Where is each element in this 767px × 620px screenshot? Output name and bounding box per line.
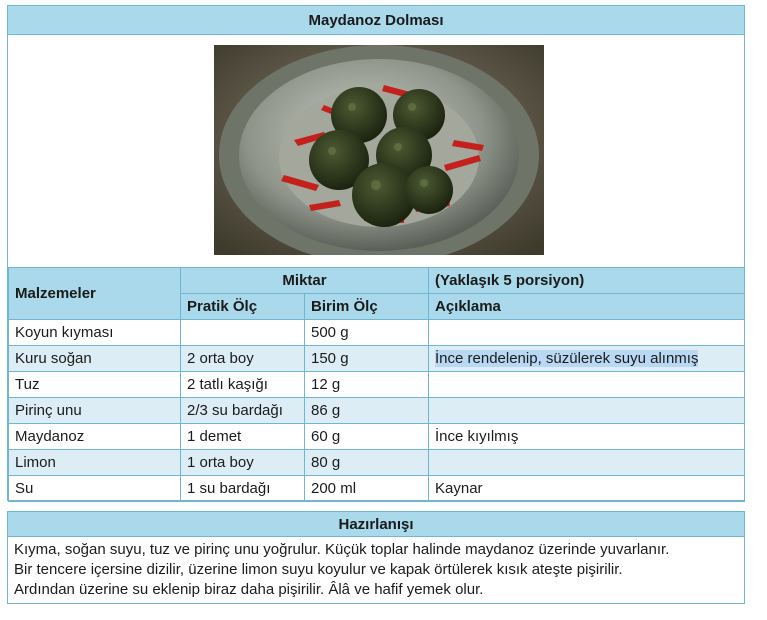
ingredient-name: Limon xyxy=(9,450,181,476)
recipe-title: Maydanoz Dolması xyxy=(8,6,744,35)
col-note-header: Açıklama xyxy=(429,294,745,320)
ingredient-practical: 2/3 su bardağı xyxy=(181,398,305,424)
ingredient-practical: 2 tatlı kaşığı xyxy=(181,372,305,398)
recipe-card xyxy=(7,5,745,501)
ingredient-unit: 80 g xyxy=(305,450,429,476)
ingredient-name: Koyun kıyması xyxy=(9,320,181,346)
table-row xyxy=(9,320,745,346)
ingredient-name: Tuz xyxy=(9,372,181,398)
ingredient-unit: 500 g xyxy=(305,320,429,346)
ingredient-name: Su xyxy=(9,476,181,502)
ingredient-note xyxy=(429,320,745,346)
preparation-heading: Hazırlanışı xyxy=(8,512,744,537)
ingredient-unit: 86 g xyxy=(305,398,429,424)
preparation-line: Ardından üzerine su eklenip biraz daha pişirilir. Âlâ ve hafif yemek olur. xyxy=(14,581,484,598)
ingredient-unit: 60 g xyxy=(305,424,429,450)
ingredient-note: İnce kıyılmış xyxy=(429,424,745,450)
ingredient-name: Maydanoz xyxy=(9,424,181,450)
table-row xyxy=(9,372,745,398)
table-row xyxy=(9,346,745,372)
ingredient-practical: 1 orta boy xyxy=(181,450,305,476)
ingredient-name: Kuru soğan xyxy=(9,346,181,372)
preparation-line: Bir tencere içersine dizilir, üzerine limon suyu koyulur ve kapak örtülerek kısık ateşte pişirilir. xyxy=(14,561,623,578)
photo-cell xyxy=(8,35,744,269)
ingredient-practical: 2 orta boy xyxy=(181,346,305,372)
ingredient-unit: 150 g xyxy=(305,346,429,372)
portion-header: (Yaklaşık 5 porsiyon) xyxy=(429,268,745,294)
preparation-box xyxy=(7,511,745,604)
col-amount-header: Miktar xyxy=(181,268,429,294)
table-row xyxy=(9,450,745,476)
ingredient-practical: 1 su bardağı xyxy=(181,476,305,502)
table-row xyxy=(9,476,745,502)
ingredient-unit: 200 ml xyxy=(305,476,429,502)
ingredient-practical: 1 demet xyxy=(181,424,305,450)
table-row xyxy=(9,424,745,450)
ingredient-practical xyxy=(181,320,305,346)
ingredient-note xyxy=(429,450,745,476)
col-ingredients-header: Malzemeler xyxy=(9,268,181,320)
preparation-text xyxy=(8,537,744,603)
col-unit-header: Birim Ölç xyxy=(305,294,429,320)
col-practical-header: Pratik Ölç xyxy=(181,294,305,320)
ingredients-table xyxy=(8,267,745,502)
ingredient-note xyxy=(429,346,745,372)
preparation-line: Kıyma, soğan suyu, tuz ve pirinç unu yoğrulur. Küçük toplar halinde maydanoz üzerinde yuvarlanır. xyxy=(14,541,670,558)
table-row xyxy=(9,398,745,424)
highlighted-note[interactable]: İnce rendelenip, süzülerek suyu alınmış xyxy=(435,350,699,367)
ingredient-note xyxy=(429,398,745,424)
ingredient-name: Pirinç unu xyxy=(9,398,181,424)
dish-photo xyxy=(214,45,544,255)
ingredient-note xyxy=(429,372,745,398)
ingredient-note: Kaynar xyxy=(429,476,745,502)
ingredient-unit: 12 g xyxy=(305,372,429,398)
